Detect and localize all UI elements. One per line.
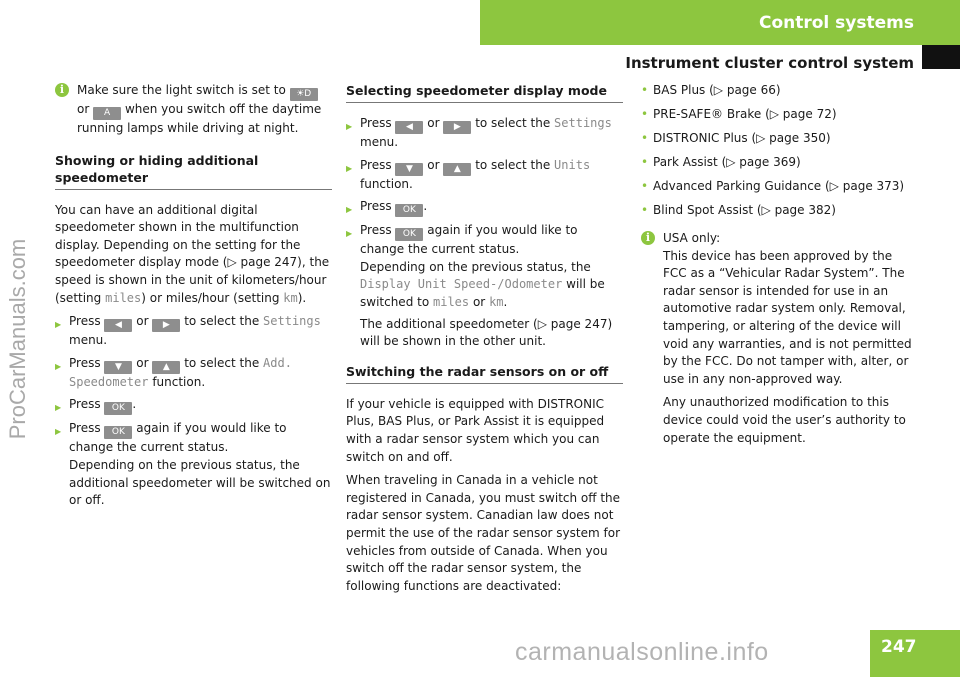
paragraph: You can have an additional digital speedometer shown in the multifunction display. Depending on the setting for the speedometer display mode (▷ page 247), the speed is shown in the unit of kilometers/hour (setting miles) or miles/hour (setting km). xyxy=(55,202,330,305)
info-icon: i xyxy=(55,83,69,97)
section-heading: Switching the radar sensors on or off xyxy=(346,363,623,384)
step-item: ▶ Press OK again if you would like to change the current status. Depending on the previous status, the Display Unit Speed-/Odometer will be switched to miles or km. The additional speedometer (▷ page 247) will be shown in the other unit. xyxy=(346,222,623,351)
right-arrow-key-icon: ▶ xyxy=(443,121,471,134)
column-left xyxy=(55,82,332,515)
ok-key-icon: OK xyxy=(395,228,423,241)
up-arrow-key-icon: ▲ xyxy=(443,163,471,176)
column-right xyxy=(641,82,918,461)
list-item: • DISTRONIC Plus (▷ page 350) xyxy=(641,130,918,148)
down-arrow-key-icon: ▼ xyxy=(104,361,132,374)
section-title: Control systems xyxy=(758,12,914,33)
step-item: ▶ Press ▼ or ▲ to select the Units function. xyxy=(346,157,623,194)
step-item: ▶ Press ◀ or ▶ to select the Settings menu. xyxy=(55,313,332,350)
ok-key-icon: OK xyxy=(104,426,132,439)
section-heading: Showing or hiding additional speedometer xyxy=(55,152,332,190)
paragraph: When traveling in Canada in a vehicle not registered in Canada, you must switch off the radar sensor system. Canadian law does not permit the use of the radar sensor system for vehicles from outside of Canada. When you switch off the radar sensor system, the following functions are deactivated: xyxy=(346,473,621,593)
right-arrow-key-icon: ▶ xyxy=(152,319,180,332)
info-note: i USA only: This device has been approved by the FCC as a “Vehicular Radar System”. The radar sensor is intended for use in an automotive radar system only. Removal, tampering, or altering of the device will void any warranties, and is not permitted by the FCC. Do not tamper with, alter, or use in any non-approved way. Any unauthorized modification to this device could void the user’s authority to operate the equipment. xyxy=(641,230,918,447)
step-item: ▶ Press ▼ or ▲ to select the Add. Speedometer function. xyxy=(55,355,332,392)
header-marker xyxy=(922,45,960,69)
light-switch-symbol-icon: ☀D xyxy=(290,88,318,101)
info-icon: i xyxy=(641,231,655,245)
section-heading: Selecting speedometer display mode xyxy=(346,82,623,103)
ok-key-icon: OK xyxy=(104,402,132,415)
left-arrow-key-icon: ◀ xyxy=(395,121,423,134)
list-item: • Blind Spot Assist (▷ page 382) xyxy=(641,202,918,220)
left-arrow-key-icon: ◀ xyxy=(104,319,132,332)
step-item: ▶ Press OK . xyxy=(55,396,332,415)
auto-light-symbol-icon: A xyxy=(93,107,121,120)
paragraph: If your vehicle is equipped with DISTRONIC Plus, BAS Plus, or Park Assist it is equipped with a radar sensor system which you can switch on and off. xyxy=(346,396,605,464)
up-arrow-key-icon: ▲ xyxy=(152,361,180,374)
down-arrow-key-icon: ▼ xyxy=(395,163,423,176)
list-item: • Advanced Parking Guidance (▷ page 373) xyxy=(641,178,918,196)
step-item: ▶ Press OK . xyxy=(346,198,623,217)
ok-key-icon: OK xyxy=(395,204,423,217)
bottom-watermark: carmanualsonline.info xyxy=(515,638,769,666)
list-item: • BAS Plus (▷ page 66) xyxy=(641,82,918,100)
list-item: • Park Assist (▷ page 369) xyxy=(641,154,918,172)
side-watermark: ProCarManuals.com xyxy=(5,238,30,439)
column-middle xyxy=(346,82,623,601)
step-item: ▶ Press ◀ or ▶ to select the Settings menu. xyxy=(346,115,623,152)
subsection-title: Instrument cluster control system xyxy=(625,54,914,72)
page-number: 247 xyxy=(870,630,960,677)
info-note: i Make sure the light switch is set to ☀D or A when you switch off the daytime running lamps while driving at night. xyxy=(55,82,332,138)
step-item: ▶ Press OK again if you would like to change the current status. Depending on the previous status, the additional speedometer will be switched on or off. xyxy=(55,420,332,509)
section-header xyxy=(480,0,960,45)
list-item: • PRE-SAFE® Brake (▷ page 72) xyxy=(641,106,918,124)
